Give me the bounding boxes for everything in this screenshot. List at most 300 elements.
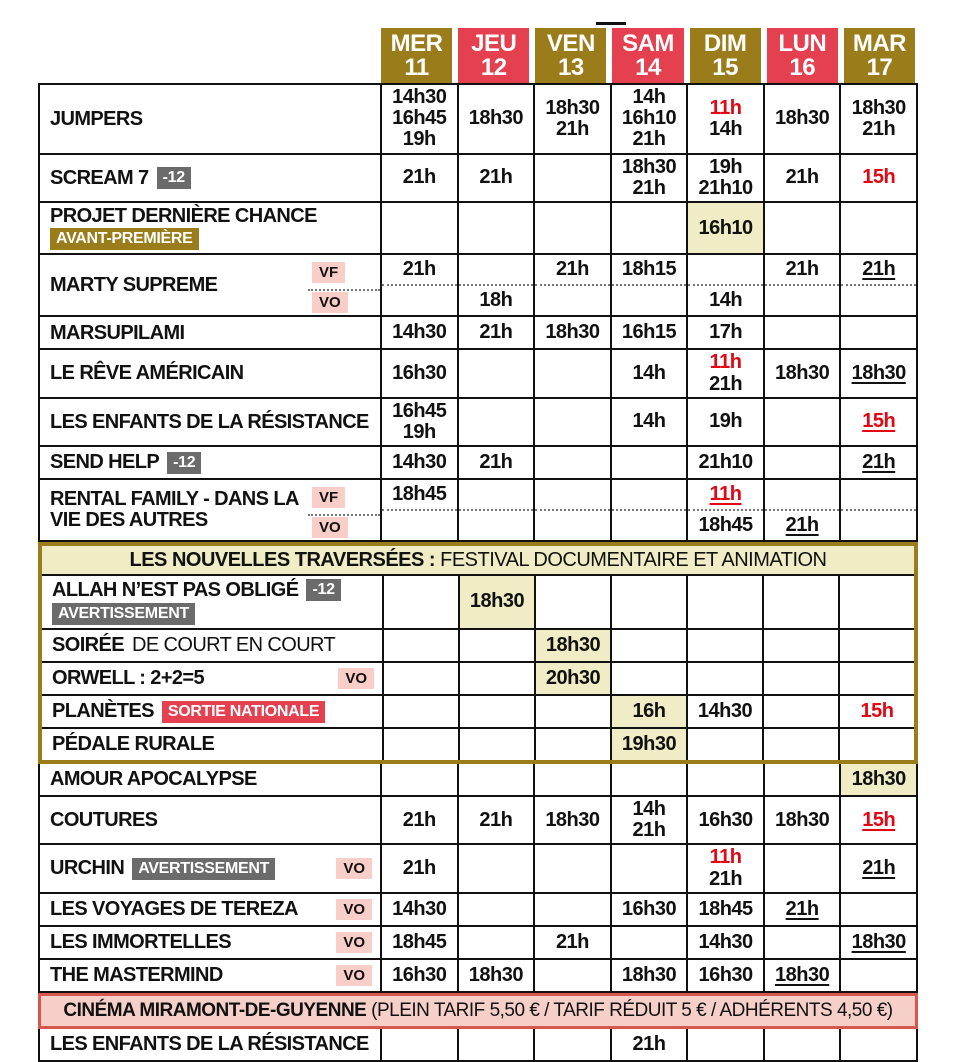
time-cell: [686, 797, 763, 843]
film-label-line: [50, 769, 372, 789]
time-cell: [380, 927, 457, 958]
time-subcell: [688, 480, 763, 511]
time-cell: [382, 576, 458, 628]
time-cell: [533, 960, 610, 991]
showtime: 21h: [402, 857, 436, 880]
time-cell: [763, 764, 840, 795]
time-cell: [763, 155, 840, 201]
film-label-line: [50, 109, 372, 129]
film-title: ORWELL : 2+2=5: [52, 667, 205, 690]
showtime: 18h30: [545, 633, 601, 656]
time-subcell: [765, 511, 840, 540]
time-cell: [457, 894, 534, 925]
time-cell: [533, 317, 610, 348]
film-label-line: [50, 932, 372, 953]
film-label-line: [50, 452, 372, 474]
weekday-header-row: [38, 28, 918, 83]
time-cell: [838, 630, 914, 661]
time-cell: [610, 576, 686, 628]
film-title: MARSUPILAMI: [50, 321, 185, 344]
film-row: [42, 576, 914, 630]
time-cell: [533, 927, 610, 958]
day-header: [612, 28, 683, 83]
time-subcell: [688, 511, 763, 540]
showtime: 21h: [479, 321, 513, 344]
time-subcell: [612, 480, 687, 511]
film-row: [40, 894, 916, 927]
time-cell: [686, 696, 762, 727]
pricing-banner-title: CINÉMA MIRAMONT-DE-GUYENNE: [63, 999, 367, 1021]
film-label: [40, 203, 380, 253]
time-cell: [380, 317, 457, 348]
time-cell: [763, 447, 840, 478]
film-title: JUMPERS: [50, 107, 143, 130]
time-cell: [458, 729, 534, 760]
language-badge: VO: [336, 965, 372, 986]
schedule-section: [38, 764, 918, 993]
time-subcell: [612, 286, 687, 315]
time-subcell: [535, 255, 610, 286]
time-cell: [686, 317, 763, 348]
showtime: 18h30: [851, 930, 906, 953]
film-label: [40, 845, 380, 891]
day-name: JEU: [471, 29, 517, 57]
time-subcell: [382, 511, 457, 540]
film-label-line: [52, 701, 374, 723]
time-cell: [382, 630, 458, 661]
time-cell: [686, 480, 763, 540]
showtime: 15h: [862, 166, 896, 189]
film-label-line: [52, 668, 374, 689]
time-cell: [762, 576, 838, 628]
time-cell: [839, 845, 916, 891]
time-cell: [380, 480, 457, 540]
time-cell: [610, 729, 686, 760]
time-cell: [457, 1029, 534, 1060]
showtime: 21h: [785, 897, 819, 920]
sortie-nationale-badge: SORTIE NATIONALE: [162, 701, 325, 723]
film-title: AMOUR APOCALYPSE: [50, 768, 257, 791]
time-cell: [457, 155, 534, 201]
film-row: [40, 845, 916, 893]
time-cell: [839, 155, 916, 201]
time-cell: [763, 960, 840, 991]
day-name: LUN: [778, 29, 827, 57]
day-header: [458, 28, 529, 83]
showtime: 18h15: [621, 258, 677, 281]
festival-banner-title: LES NOUVELLES TRAVERSÉES :: [129, 549, 436, 572]
showtime: 14h: [709, 289, 743, 312]
showtime: 15h: [862, 808, 896, 831]
film-label: [42, 663, 382, 694]
time-subcell: [841, 286, 916, 315]
time-cell: [763, 845, 840, 891]
time-subcell: [765, 480, 840, 511]
time-cell: [610, 255, 687, 315]
film-title: THE MASTERMIND: [50, 964, 223, 987]
time-cell: [686, 960, 763, 991]
time-cell: [457, 480, 534, 540]
time-cell: [380, 1029, 457, 1060]
film-row: [42, 696, 914, 729]
time-subcell: [612, 511, 687, 540]
film-label: [42, 696, 382, 727]
time-subcell: [765, 286, 840, 315]
time-cell: [839, 894, 916, 925]
showtime: 14h: [632, 410, 666, 433]
showtime: 21h: [632, 128, 666, 151]
time-cell: [457, 927, 534, 958]
time-cell: [839, 447, 916, 478]
time-cell: [763, 317, 840, 348]
language-badge: VF: [312, 487, 345, 508]
time-cell: [686, 85, 763, 153]
showtime: 16h10: [621, 107, 677, 130]
time-subcell: [382, 286, 457, 315]
time-subcell: [459, 286, 534, 315]
time-cell: [457, 317, 534, 348]
time-subcell: [459, 511, 534, 540]
day-number: 13: [558, 53, 584, 81]
time-cell: [686, 845, 763, 891]
film-title: URCHIN: [50, 857, 125, 880]
time-cell: [533, 255, 610, 315]
film-label: [40, 1029, 380, 1060]
time-cell: [763, 1029, 840, 1060]
time-cell: [533, 894, 610, 925]
film-row: [40, 764, 916, 797]
showtime: 18h30: [775, 963, 830, 986]
showtime: 16h30: [621, 897, 677, 920]
showtime: 19h: [402, 420, 436, 443]
showtime: 18h: [479, 289, 513, 312]
time-cell: [686, 576, 762, 628]
time-cell: [457, 845, 534, 891]
showtime: 18h30: [468, 107, 523, 130]
film-row: [42, 663, 914, 696]
time-cell: [457, 447, 534, 478]
time-cell: [686, 894, 763, 925]
showtime: 18h30: [545, 321, 600, 344]
time-cell: [610, 399, 687, 445]
time-cell: [838, 576, 914, 628]
showtime: 21h: [862, 117, 896, 140]
showtime: 21h10: [698, 176, 753, 199]
time-cell: [457, 797, 534, 843]
pricing-banner: [38, 993, 918, 1029]
time-cell: [839, 317, 916, 348]
film-label-line: [50, 899, 372, 920]
language-badge: VF: [312, 262, 345, 283]
film-label-line: [50, 167, 372, 189]
time-cell: [380, 85, 457, 153]
showtime: 11h: [709, 96, 742, 119]
time-subcell: [612, 255, 687, 286]
time-subcell: [535, 286, 610, 315]
time-cell: [610, 663, 686, 694]
festival-section: [38, 542, 918, 764]
film-title: SEND HELP: [50, 451, 160, 474]
showtime: 21h10: [698, 450, 753, 473]
showtime: 18h30: [851, 767, 906, 790]
time-cell: [380, 155, 457, 201]
film-label-line: [50, 323, 372, 343]
showtime: 18h45: [392, 930, 447, 953]
showtime: 21h: [632, 819, 666, 842]
time-cell: [610, 764, 687, 795]
film-label-line: [50, 363, 372, 383]
film-row: [40, 317, 916, 350]
time-cell: [610, 155, 687, 201]
showtime: 16h30: [392, 361, 447, 384]
day-number: 15: [712, 53, 738, 81]
time-cell: [380, 894, 457, 925]
film-label: [42, 630, 382, 661]
language-badge-wrap: [308, 510, 380, 544]
time-cell: [610, 927, 687, 958]
film-label: [40, 764, 380, 795]
time-cell: [534, 696, 610, 727]
day-name: MAR: [852, 29, 906, 57]
film-label-line: [50, 965, 372, 986]
film-row: [40, 797, 916, 845]
showtime: 21h: [862, 857, 896, 880]
festival-banner-subtitle: FESTIVAL DOCUMENTAIRE ET ANIMATION: [435, 549, 827, 572]
showtime: 18h30: [851, 361, 906, 384]
time-cell: [382, 729, 458, 760]
showtime: 19h: [709, 410, 743, 433]
film-label-line: [52, 579, 374, 601]
time-cell: [380, 255, 457, 315]
film-label: [40, 960, 380, 991]
film-row: [40, 203, 916, 255]
time-cell: [533, 447, 610, 478]
film-row: [42, 630, 914, 663]
film-title: COUTURES: [50, 809, 158, 832]
showtime: 14h30: [392, 897, 447, 920]
time-cell: [839, 255, 916, 315]
day-name: MER: [390, 29, 443, 57]
time-cell: [380, 845, 457, 891]
showtime: 21h: [785, 258, 819, 281]
film-title: ALLAH N’EST PAS OBLIGÉ: [52, 578, 299, 601]
time-cell: [610, 797, 687, 843]
showtime: 14h30: [392, 86, 447, 108]
day-number: 12: [480, 53, 507, 81]
showtime: 16h10: [698, 216, 753, 239]
time-cell: [533, 480, 610, 540]
film-row: [40, 960, 916, 993]
time-cell: [534, 729, 610, 760]
time-cell: [457, 764, 534, 795]
time-cell: [610, 1029, 687, 1060]
avertissement-badge: AVERTISSEMENT: [52, 603, 195, 625]
time-cell: [610, 894, 687, 925]
showtime: 16h15: [621, 321, 677, 344]
film-label: [40, 927, 380, 958]
showtime: 16h: [632, 699, 666, 722]
showtime: 18h30: [851, 96, 906, 119]
showtime: 11h: [709, 482, 742, 505]
schedule-table: [38, 83, 918, 1062]
day-name: VEN: [546, 29, 595, 57]
showtime: 18h30: [775, 361, 830, 384]
time-cell: [839, 927, 916, 958]
time-cell: [686, 1029, 763, 1060]
showtime: 17h: [709, 321, 743, 344]
time-cell: [686, 203, 763, 253]
showtime: 21h: [402, 808, 436, 831]
film-title: MARTY SUPREME: [50, 273, 218, 296]
film-label: [40, 399, 380, 445]
time-cell: [457, 960, 534, 991]
language-badge: VO: [338, 668, 374, 689]
film-row: [40, 255, 916, 317]
time-cell: [763, 927, 840, 958]
language-badge: VO: [336, 858, 372, 879]
film-row: [40, 155, 916, 203]
time-cell: [458, 696, 534, 727]
time-cell: [610, 696, 686, 727]
showtime: 21h: [632, 1032, 666, 1055]
showtime: 18h45: [698, 513, 753, 536]
time-cell: [457, 255, 534, 315]
day-header: [767, 28, 838, 83]
showtime: 21h: [709, 867, 743, 890]
time-cell: [610, 203, 687, 253]
time-cell: [686, 764, 763, 795]
day-number: 11: [404, 53, 429, 81]
showtime: 14h30: [392, 321, 447, 344]
film-label: [40, 85, 380, 153]
showtime: 16h30: [392, 963, 447, 986]
showtime: 16h30: [698, 963, 753, 986]
film-title: RENTAL FAMILY - DANS LA VIE DES AUTRES: [50, 488, 299, 532]
showtime: 14h30: [698, 930, 753, 953]
time-cell: [686, 663, 762, 694]
time-cell: [457, 203, 534, 253]
day-header: [690, 28, 761, 83]
time-cell: [610, 317, 687, 348]
time-cell: [533, 1029, 610, 1060]
time-cell: [686, 399, 763, 445]
language-badge: VO: [336, 932, 372, 953]
avertissement-badge: AVERTISSEMENT: [132, 858, 275, 880]
film-label: [40, 155, 380, 201]
time-cell: [533, 203, 610, 253]
header-spacer: [38, 28, 378, 83]
time-subcell: [535, 511, 610, 540]
film-label: [42, 576, 382, 628]
film-label: [40, 317, 380, 348]
time-cell: [457, 399, 534, 445]
film-title: PÉDALE RURALE: [52, 733, 215, 756]
day-header: [844, 28, 915, 83]
language-badge-wrap: [308, 285, 380, 319]
time-cell: [533, 845, 610, 891]
time-subcell: [688, 255, 763, 286]
time-cell: [457, 350, 534, 396]
time-subcell: [688, 286, 763, 315]
showtime: 18h30: [468, 963, 523, 986]
showtime: 18h30: [469, 590, 525, 613]
showtime: 21h: [785, 166, 819, 189]
film-row: [40, 1029, 916, 1062]
time-cell: [610, 960, 687, 991]
showtime: 18h30: [545, 808, 600, 831]
film-row: [40, 85, 916, 155]
showtime: 21h: [709, 372, 743, 395]
time-cell: [610, 85, 687, 153]
time-cell: [686, 350, 763, 396]
rating-badge: -12: [167, 452, 201, 474]
film-label: [40, 255, 380, 315]
film-title: LES ENFANTS DE LA RÉSISTANCE: [50, 410, 369, 433]
time-cell: [458, 576, 534, 628]
showtime: 21h: [402, 166, 436, 189]
showtime: 14h: [632, 798, 666, 821]
film-title: LES IMMORTELLES: [50, 931, 232, 954]
time-cell: [610, 845, 687, 891]
film-label-line: [52, 603, 374, 625]
film-title: PROJET DERNIÈRE CHANCE: [50, 204, 317, 227]
time-cell: [762, 729, 838, 760]
film-title: LES VOYAGES DE TEREZA: [50, 898, 298, 921]
film-label-line: [52, 734, 374, 754]
time-subcell: [535, 480, 610, 511]
film-row: [40, 447, 916, 480]
time-subcell: [841, 511, 916, 540]
time-cell: [533, 797, 610, 843]
time-cell: [533, 399, 610, 445]
time-cell: [380, 960, 457, 991]
film-label-line: [50, 412, 372, 432]
day-number: 17: [866, 53, 893, 81]
showtime: 15h: [860, 699, 894, 722]
time-cell: [839, 203, 916, 253]
time-cell: [839, 797, 916, 843]
showtime: 21h: [862, 450, 896, 473]
film-title: SCREAM 7: [50, 166, 149, 189]
time-cell: [763, 399, 840, 445]
time-cell: [762, 696, 838, 727]
film-title: PLANÈTES: [52, 700, 154, 723]
time-cell: [380, 399, 457, 445]
showtime: 21h: [632, 176, 666, 199]
time-cell: [763, 894, 840, 925]
film-title: LES ENFANTS DE LA RÉSISTANCE: [50, 1032, 369, 1055]
film-label: [40, 447, 380, 478]
time-cell: [838, 663, 914, 694]
time-cell: [763, 85, 840, 153]
schedule-section: [38, 1029, 918, 1062]
showtime: 21h: [402, 258, 436, 281]
time-cell: [380, 350, 457, 396]
showtime: 18h30: [775, 808, 830, 831]
time-cell: [839, 85, 916, 153]
film-row: [42, 729, 914, 760]
film-label-line: [50, 206, 372, 226]
film-label: [40, 797, 380, 843]
showtime: 14h: [632, 86, 666, 108]
showtime: 18h30: [545, 96, 600, 119]
time-cell: [458, 630, 534, 661]
schedule-section: [38, 83, 918, 542]
showtime: 20h30: [545, 666, 601, 689]
film-row: [40, 350, 916, 398]
film-title-secondary: DE COURT EN COURT: [131, 634, 336, 657]
showtime: 11h: [709, 351, 742, 374]
